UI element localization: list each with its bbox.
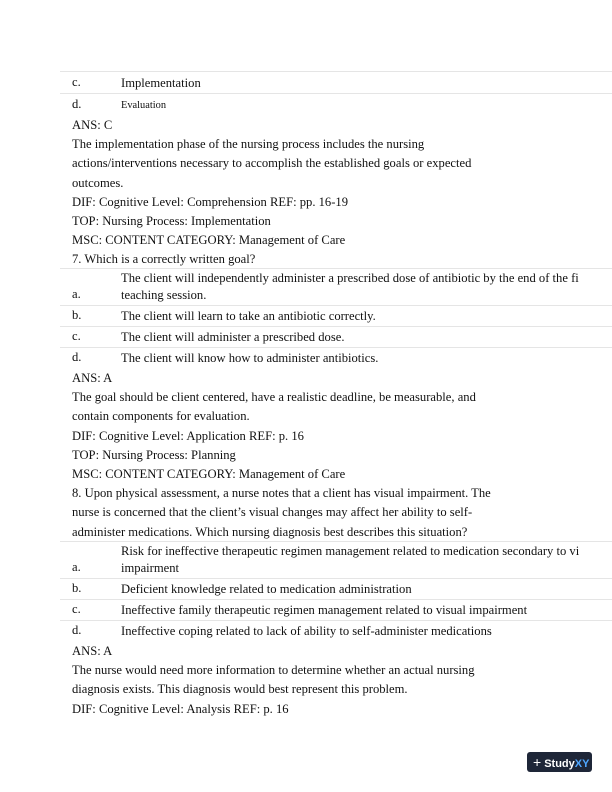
- difficulty-line: DIF: Cognitive Level: Application REF: p. 16: [72, 429, 304, 443]
- option-row: [60, 326, 612, 348]
- brand-accent-text: XY: [574, 758, 590, 770]
- option-text: Deficient knowledge related to medication administration: [121, 582, 412, 596]
- option-row: [60, 268, 612, 306]
- option-text-line: teaching session.: [121, 288, 207, 302]
- rationale-line: actions/interventions necessary to accomplish the established goals or expected: [72, 156, 472, 170]
- rationale-line: diagnosis exists. This diagnosis would best represent this problem.: [72, 682, 408, 696]
- option-text: Ineffective family therapeutic regimen management related to visual impairment: [121, 603, 528, 617]
- answer-text: ANS: A: [72, 644, 113, 658]
- option-row: [60, 599, 612, 621]
- answer-text: ANS: C: [72, 118, 113, 132]
- option-text: Evaluation: [121, 100, 167, 111]
- question-text: administer medications. Which nursing diagnosis best describes this situation?: [72, 525, 468, 539]
- rationale-line: The goal should be client centered, have a realistic deadline, be measurable, and: [72, 390, 476, 404]
- option-text-line: Risk for ineffective therapeutic regimen management related to medication secondary to vi: [121, 544, 580, 558]
- option-row: [60, 71, 612, 94]
- option-letter: c.: [72, 601, 81, 616]
- question-text: 8. Upon physical assessment, a nurse notes that a client has visual impairment. The: [72, 486, 491, 500]
- option-letter: c.: [72, 74, 81, 89]
- answer-text: ANS: A: [72, 371, 113, 385]
- option-text: The client will know how to administer antibiotics.: [121, 351, 379, 365]
- option-text-line: The client will independently administer a prescribed dose of antibiotic by the end of the fi: [121, 271, 579, 285]
- option-letter: b.: [72, 307, 82, 322]
- option-letter: d.: [72, 349, 82, 364]
- option-text: The client will learn to take an antibiotic correctly.: [121, 309, 376, 323]
- topic-line: TOP: Nursing Process: Planning: [72, 448, 236, 462]
- rationale-line: contain components for evaluation.: [72, 409, 250, 423]
- difficulty-line: DIF: Cognitive Level: Comprehension REF: pp. 16-19: [72, 195, 348, 209]
- option-row: [60, 541, 612, 579]
- topic-line: TOP: Nursing Process: Implementation: [72, 214, 271, 228]
- question-text: nurse is concerned that the client’s visual changes may affect her ability to self-: [72, 505, 473, 519]
- option-letter: c.: [72, 328, 81, 343]
- msc-line: MSC: CONTENT CATEGORY: Management of Care: [72, 233, 346, 247]
- msc-line: MSC: CONTENT CATEGORY: Management of Care: [72, 467, 346, 481]
- option-row: [60, 93, 612, 116]
- option-text-line: impairment: [121, 561, 180, 575]
- brand-text: Study: [544, 758, 575, 770]
- option-row: [60, 305, 612, 327]
- option-letter: a.: [72, 559, 81, 574]
- option-text: The client will administer a prescribed dose.: [121, 330, 345, 344]
- difficulty-line: DIF: Cognitive Level: Analysis REF: p. 16: [72, 702, 289, 716]
- option-letter: a.: [72, 286, 81, 301]
- option-text: Implementation: [121, 76, 201, 90]
- rationale-line: outcomes.: [72, 176, 124, 190]
- rationale-line: The implementation phase of the nursing process includes the nursing: [72, 137, 425, 151]
- option-letter: b.: [72, 580, 82, 595]
- option-row: [60, 578, 612, 600]
- option-row: [60, 347, 612, 369]
- studyxy-badge[interactable]: [527, 752, 592, 772]
- plus-icon: +: [533, 754, 542, 770]
- option-letter: d.: [72, 622, 82, 637]
- option-text: Ineffective coping related to lack of ability to self-administer medications: [121, 624, 492, 638]
- option-letter: d.: [72, 96, 82, 111]
- rationale-line: The nurse would need more information to determine whether an actual nursing: [72, 663, 475, 677]
- question-text: 7. Which is a correctly written goal?: [72, 252, 256, 266]
- option-row: [60, 620, 612, 642]
